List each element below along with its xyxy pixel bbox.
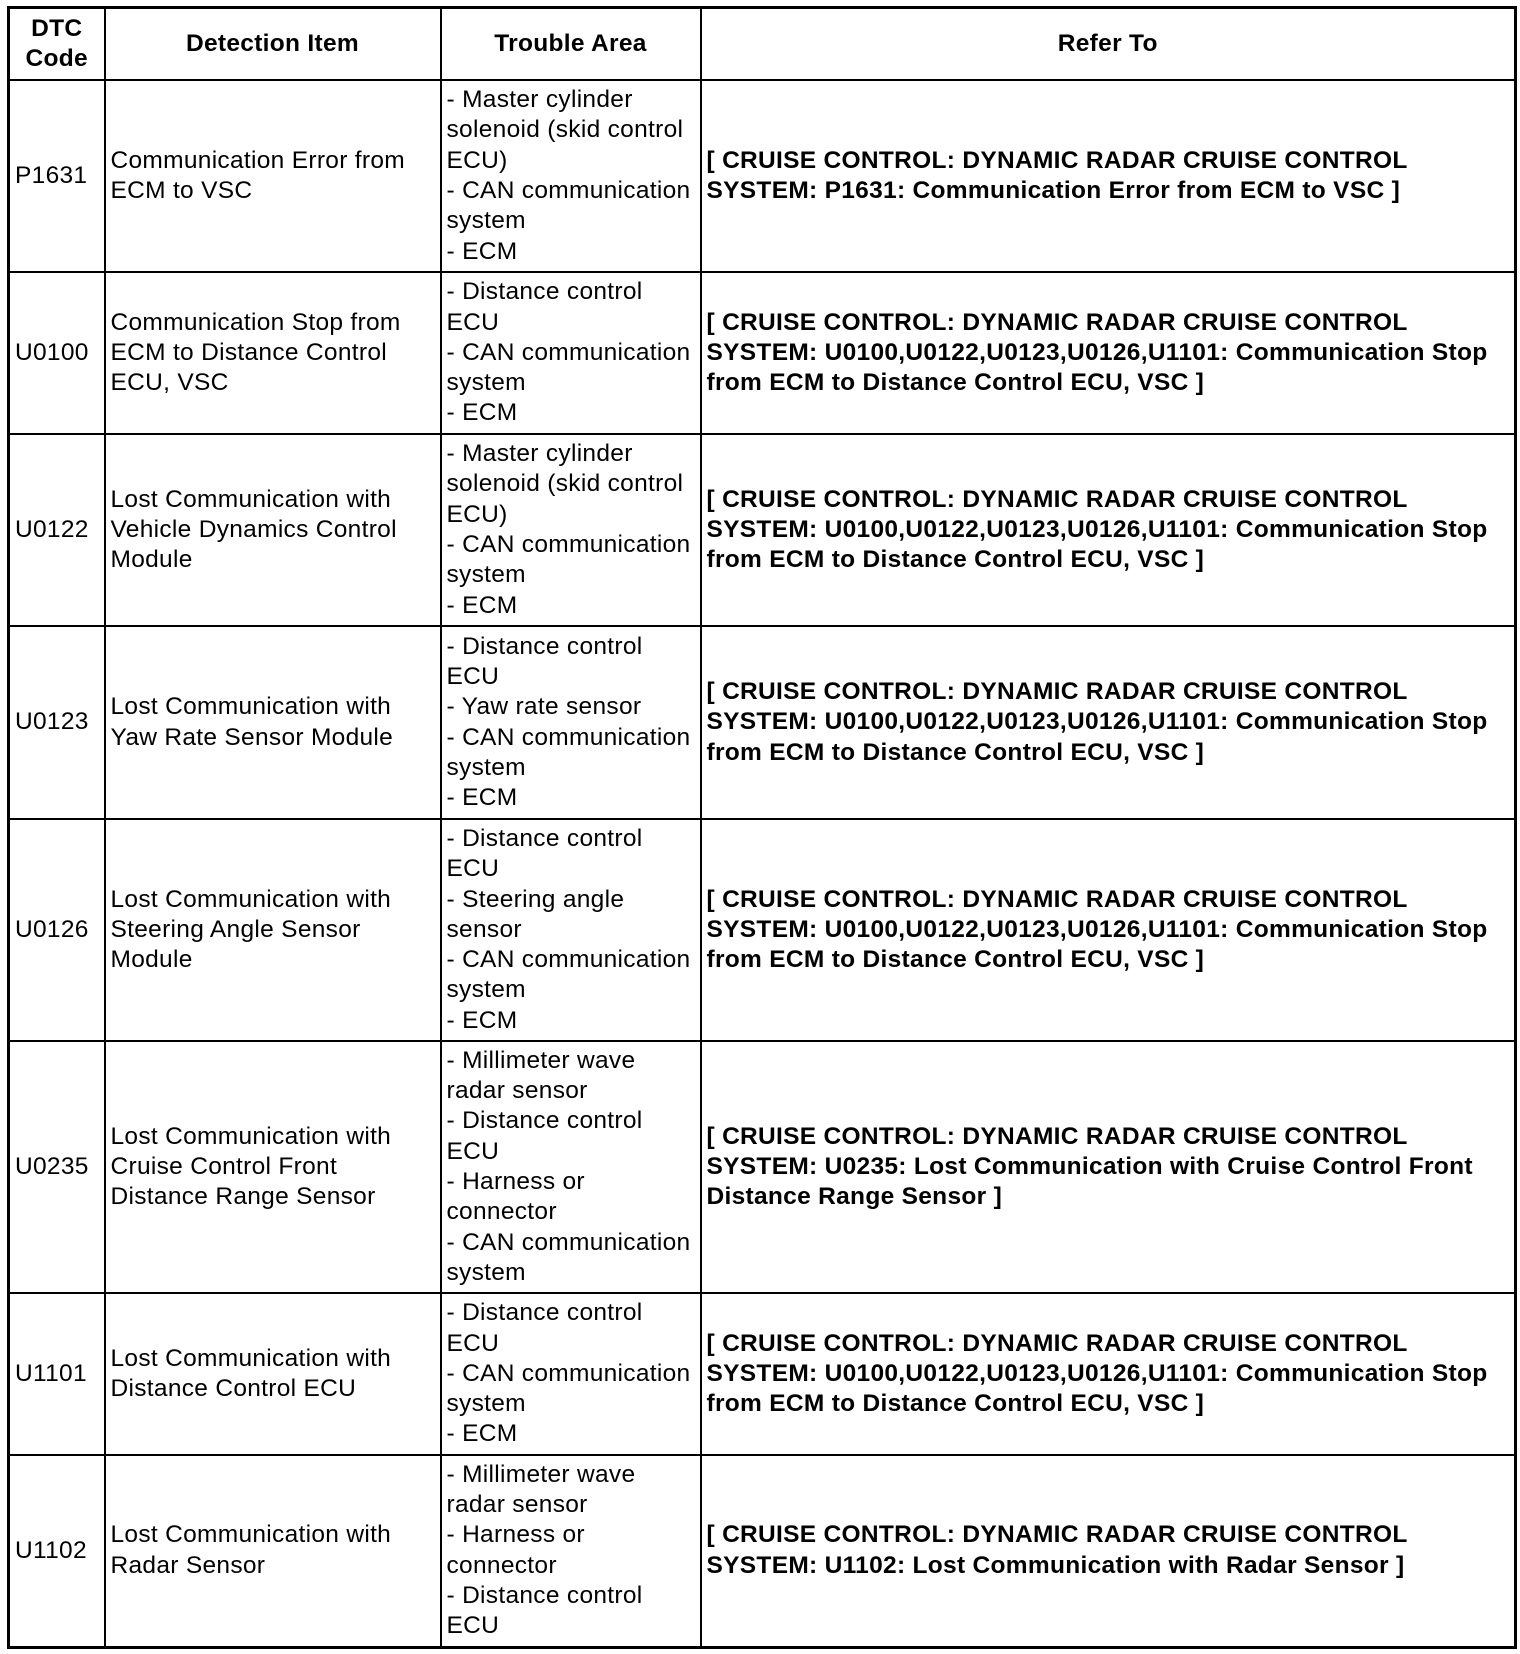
header-refer-to: Refer To [701, 8, 1516, 81]
table-row [9, 626, 1516, 819]
detection-item: Communication Stop from ECM to Distance Control ECU, VSC [105, 272, 441, 434]
trouble-area-line: - Distance control ECU [446, 1107, 643, 1165]
dtc-code: P1631 [9, 80, 105, 272]
table-row [9, 80, 1516, 272]
trouble-area [441, 1293, 701, 1455]
detection-item: Lost Communication with Distance Control ECU [105, 1293, 441, 1455]
refer-to-link[interactable]: [ CRUISE CONTROL: DYNAMIC RADAR CRUISE CONTROL SYSTEM: U0100,U0122,U0123,U0126,U1101: Communication Stop from ECM to Distance Control ECU, VSC ] [701, 434, 1516, 626]
trouble-area-line: - Distance control ECU [446, 1299, 643, 1357]
trouble-area-line: - Steering angle sensor [446, 885, 625, 943]
refer-to-link[interactable]: [ CRUISE CONTROL: DYNAMIC RADAR CRUISE CONTROL SYSTEM: U1102: Lost Communication with Radar Sensor ] [701, 1455, 1516, 1647]
trouble-area [441, 1041, 701, 1293]
table-row [9, 1455, 1516, 1647]
dtc-table [7, 6, 1517, 1649]
trouble-area-line: - Millimeter wave radar sensor [446, 1046, 636, 1105]
dtc-code: U0122 [9, 434, 105, 626]
trouble-area-line: - Harness or connector [446, 1521, 585, 1579]
trouble-area-line: - ECM [446, 591, 518, 619]
detection-item: Lost Communication with Yaw Rate Sensor Module [105, 626, 441, 819]
dtc-code: U0123 [9, 626, 105, 819]
trouble-area-line: - CAN communication system [446, 1359, 691, 1418]
table-row [9, 272, 1516, 434]
trouble-area-line: - CAN communication system [446, 723, 691, 781]
refer-to-link[interactable]: [ CRUISE CONTROL: DYNAMIC RADAR CRUISE CONTROL SYSTEM: U0100,U0122,U0123,U0126,U1101: Communication Stop from ECM to Distance Control ECU, VSC ] [701, 626, 1516, 819]
trouble-area-line: - CAN communication system [446, 946, 691, 1004]
trouble-area [441, 80, 701, 272]
trouble-area-line: - Millimeter wave radar sensor [446, 1460, 636, 1519]
table-row [9, 434, 1516, 626]
table-row [9, 819, 1516, 1041]
header-dtc-code: DTC Code [9, 8, 105, 81]
table-row [9, 1293, 1516, 1455]
trouble-area-line: - CAN communication system [446, 338, 691, 397]
table-row [9, 1041, 1516, 1293]
trouble-area-line: - ECM [446, 399, 518, 427]
trouble-area-line: - CAN communication system [446, 177, 691, 235]
trouble-area-line: - CAN communication system [446, 531, 691, 589]
dtc-code: U0100 [9, 272, 105, 434]
trouble-area-line: - Master cylinder solenoid (skid control ECU) [446, 86, 684, 174]
trouble-area-line: - Distance control ECU [446, 1582, 643, 1640]
trouble-area-line: - Distance control ECU [446, 632, 643, 690]
dtc-code: U0126 [9, 819, 105, 1041]
header-row [9, 8, 1516, 81]
trouble-area-line: - Master cylinder solenoid (skid control ECU) [446, 440, 684, 528]
header-trouble-area: Trouble Area [441, 8, 701, 81]
trouble-area [441, 819, 701, 1041]
trouble-area-line: - Harness or connector [446, 1168, 585, 1226]
trouble-area [441, 1455, 701, 1647]
detection-item: Lost Communication with Radar Sensor [105, 1455, 441, 1647]
trouble-area-line: - CAN communication system [446, 1228, 691, 1286]
detection-item: Lost Communication with Steering Angle Sensor Module [105, 819, 441, 1041]
refer-to-link[interactable]: [ CRUISE CONTROL: DYNAMIC RADAR CRUISE CONTROL SYSTEM: U0100,U0122,U0123,U0126,U1101: Communication Stop from ECM to Distance Control ECU, VSC ] [701, 272, 1516, 434]
refer-to-link[interactable]: [ CRUISE CONTROL: DYNAMIC RADAR CRUISE CONTROL SYSTEM: U0100,U0122,U0123,U0126,U1101: Communication Stop from ECM to Distance Control ECU, VSC ] [701, 1293, 1516, 1455]
trouble-area-line: - ECM [446, 1420, 518, 1448]
header-detection-item: Detection Item [105, 8, 441, 81]
trouble-area-line: - Yaw rate sensor [446, 693, 642, 721]
trouble-area [441, 626, 701, 819]
trouble-area-line: - ECM [446, 1006, 518, 1034]
detection-item: Lost Communication with Cruise Control Front Distance Range Sensor [105, 1041, 441, 1293]
dtc-code: U0235 [9, 1041, 105, 1293]
trouble-area-line: - Distance control ECU [446, 278, 643, 336]
refer-to-link[interactable]: [ CRUISE CONTROL: DYNAMIC RADAR CRUISE CONTROL SYSTEM: U0235: Lost Communication with Cruise Control Front Distance Range Sensor ] [701, 1041, 1516, 1293]
detection-item: Lost Communication with Vehicle Dynamics Control Module [105, 434, 441, 626]
dtc-code: U1102 [9, 1455, 105, 1647]
detection-item: Communication Error from ECM to VSC [105, 80, 441, 272]
refer-to-link[interactable]: [ CRUISE CONTROL: DYNAMIC RADAR CRUISE CONTROL SYSTEM: U0100,U0122,U0123,U0126,U1101: Communication Stop from ECM to Distance Control ECU, VSC ] [701, 819, 1516, 1041]
trouble-area-line: - ECM [446, 237, 518, 265]
trouble-area-line: - Distance control ECU [446, 824, 643, 883]
trouble-area [441, 434, 701, 626]
trouble-area [441, 272, 701, 434]
dtc-code: U1101 [9, 1293, 105, 1455]
trouble-area-line: - ECM [446, 784, 518, 812]
refer-to-link[interactable]: [ CRUISE CONTROL: DYNAMIC RADAR CRUISE CONTROL SYSTEM: P1631: Communication Error from ECM to VSC ] [701, 80, 1516, 272]
